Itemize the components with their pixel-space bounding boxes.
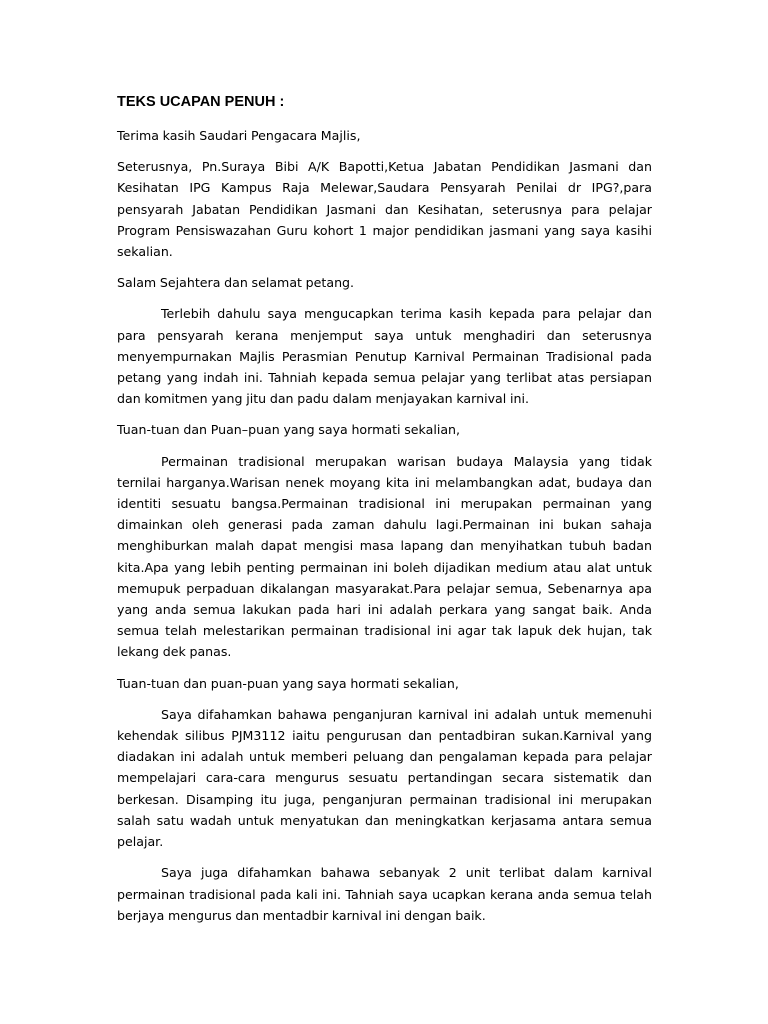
paragraph-syllabus: Saya difahamkan bahawa penganjuran karnival ini adalah untuk memenuhi kehendak silibus PJM3112 iaitu pengurusan dan pentadbiran sukan.Karnival yang diadakan ini adalah untuk memberi peluang dan pengalaman kepada para pelajar mempelajari cara-cara mengurus sesuatu pertandingan secara sistematik dan berkesan. Disamping itu juga, penganjuran permainan tradisional ini merupakan salah satu wadah untuk menyatukan dan meningkatkan kerjasama antara semua pelajar. bbox=[117, 706, 652, 850]
paragraph-salutation: Salam Sejahtera dan selamat petang. bbox=[117, 275, 355, 291]
document-heading: TEKS UCAPAN PENUH : bbox=[117, 94, 285, 110]
paragraph-acknowledgements: Seterusnya, Pn.Suraya Bibi A/K Bapotti,Ketua Jabatan Pendidikan Jasmani dan Kesihatan IPG Kampus Raja Melewar,Saudara Pensyarah Penilai dr IPG?,para pensyarah Jabatan Pendidikan Jasmani dan Kesihatan, seterusnya para pelajar Program Pensiswazahan Guru kohort 1 major pendidikan jasmani yang saya kasihi sekalian. bbox=[117, 159, 652, 260]
paragraph-address-2: Tuan-tuan dan puan-puan yang saya hormati sekalian, bbox=[117, 675, 459, 691]
paragraph-heritage: Permainan tradisional merupakan warisan budaya Malaysia yang tidak ternilai harganya.Warisan nenek moyang kita ini melambangkan adat, budaya dan identiti sesuatu bangsa.Permainan tradisional ini merupakan permainan yang dimainkan oleh generasi pada zaman dahulu lagi.Permainan ini bukan sahaja menghiburkan malah dapat mengisi masa lapang dan menyihatkan tubuh badan kita.Apa yang lebih penting permainan ini boleh dijadikan medium atau alat untuk memupuk perpaduan dikalangan masyarakat.Para pelajar semua, Sebenarnya apa yang anda semua lakukan pada hari ini adalah perkara yang sangat baik. Anda semua telah melestarikan permainan tradisional ini agar tak lapuk dek hujan, tak lekang dek panas. bbox=[117, 453, 652, 660]
paragraph-address-1: Tuan-tuan dan Puan–puan yang saya hormati sekalian, bbox=[117, 422, 461, 438]
document-page bbox=[117, 93, 652, 936]
paragraph-thanks: Terlebih dahulu saya mengucapkan terima kasih kepada para pelajar dan para pensyarah kerana menjemput saya untuk menghadiri dan seterusnya menyempurnakan Majlis Perasmian Penutup Karnival Permainan Tradisional pada petang yang indah ini. Tahniah kepada semua pelajar yang terlibat atas persiapan dan komitmen yang jitu dan padu dalam menjayakan karnival ini. bbox=[117, 306, 652, 407]
paragraph-congratulations: Saya juga difahamkan bahawa sebanyak 2 unit terlibat dalam karnival permainan tradisional pada kali ini. Tahniah saya ucapkan kerana anda semua telah berjaya mengurus dan mentadbir karnival ini dengan baik. bbox=[117, 865, 652, 923]
paragraph-greeting: Terima kasih Saudari Pengacara Majlis, bbox=[117, 128, 361, 143]
